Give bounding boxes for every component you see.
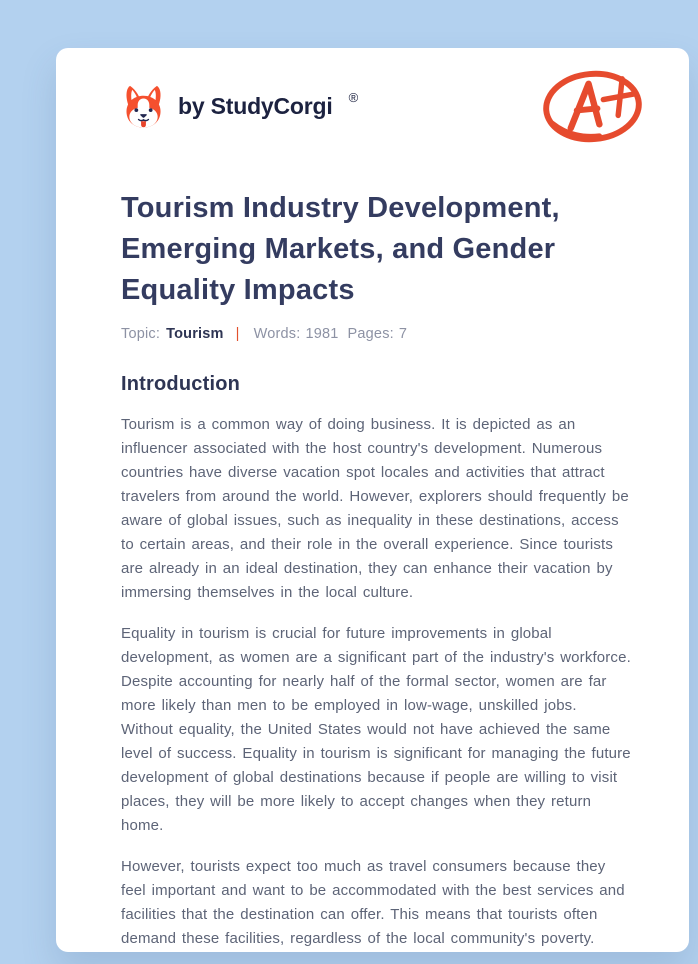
pages-value: 7 [398, 326, 408, 342]
registered-trademark: ® [348, 89, 359, 105]
a-plus-badge-icon [540, 67, 645, 146]
pages-count [348, 326, 408, 342]
essay-paragraph-2: Equality in tourism is crucial for future improvements in global development, as women are a significant part of the industry's workforce. Despite accounting for nearly half of the formal sector, women are far more likely than men to be employed in low-wage, unskilled jobs. Without equality, the United States would not have achieved the same level of success. Equality in tourism is significant for managing the future development of global destinations because if people are willing to visit places, they will be more likely to accept changes when they return home. [121, 625, 631, 834]
card-header [56, 64, 689, 148]
essay-meta [121, 326, 633, 342]
pages-label: Pages: [347, 326, 394, 342]
corgi-logo-icon [122, 83, 165, 130]
essay-title: Tourism Industry Development, Emerging Markets, and Gender Equality Impacts [121, 192, 560, 306]
topic-link[interactable]: Tourism [166, 326, 224, 342]
essay-paragraph-3: However, tourists expect too much as travel consumers because they feel important and want to be accommodated with the best services and facilities that the destination can offer. This means that tourists often demand these facilities, regardless of the local community's poverty. [121, 858, 625, 947]
words-label: Words: [253, 326, 301, 342]
brand-byline: by StudyCorgi [178, 92, 333, 119]
essay-paragraph-1: Tourism is a common way of doing business. It is depicted as an influencer associated with the host country's development. Numerous countries have diverse vacation spot locales and activities that attract travelers from around the world. However, explorers should frequently be aware of global issues, such as inequality in these destinations, access to certain areas, and their role in the overall experience. Since tourists are already in an ideal destination, they can enhance their vacation by immersing themselves in the local culture. [121, 416, 629, 601]
essay-card [56, 48, 689, 952]
words-value: 1981 [305, 326, 339, 342]
section-heading-introduction: Introduction [121, 373, 241, 395]
studycorgi-brand[interactable] [122, 83, 359, 130]
essay-content [56, 188, 689, 951]
words-count [254, 326, 339, 342]
topic-label: Topic: [121, 326, 161, 342]
meta-separator: | [235, 326, 240, 342]
